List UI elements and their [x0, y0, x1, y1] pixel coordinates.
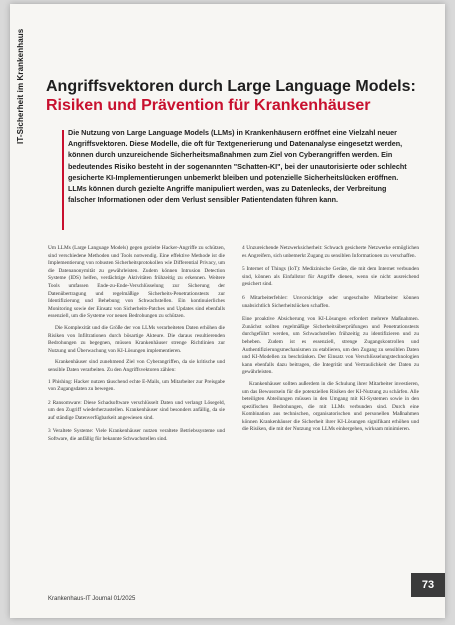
list-item: 2 Ransomware: Diese Schadsoftware verschlüsselt Daten und verlangt Lösegeld, um den Zugriff wiederherzustellen. Krankenhäuser sind besonders anfällig, da sie auf ständige Datenverfügbarkeit angewiesen sind.: [48, 399, 225, 421]
article-title: Angriffsvektoren durch Large Language Models:: [46, 78, 416, 95]
magazine-page: [10, 4, 445, 618]
article-abstract: Die Nutzung von Large Language Models (LLMs) in Krankenhäusern eröffnet eine Vielzahl neuer Angriffsvektoren. Diese Modelle, die oft für Textgenerierung und Datenanalyse eingesetzt werden, können durch unzureichende Sicherheitsmaßnahmen zum Ziel von Cyberangriffen werden. Ein bedeutendes Risiko besteht in der sogenannten "Schatten-KI", bei der unautorisierte oder schlecht gesicherte KI-Implementierungen unbemerkt bleiben und potenzielle Sicherheitslücken eröffnen. LLMs können durch gezielte Angriffe manipuliert werden, was zu Datenlecks, der Verbreitung falscher Informationen oder dem Verlust sensibler Patientendaten führen kann.: [68, 128, 407, 205]
page-number: 73: [411, 573, 445, 597]
list-item: 1 Phishing: Hacker nutzen täuschend echte E-Mails, um Mitarbeiter zur Preisgabe von Zugangsdaten zu bewegen.: [48, 378, 225, 393]
section-label: IT-Sicherheit im Krankenhaus: [16, 28, 25, 144]
list-item: 3 Veraltete Systeme: Viele Krankenhäuser nutzen veraltete Betriebssysteme und Software, die anfällig für bekannte Schwachstellen sind.: [48, 428, 225, 443]
paragraph: Die Komplexität und die Größe der von LLMs verarbeiteten Daten erhöhen die Risiken von Infiltrationen durch bösartige Akteure. Die daraus resultierenden Bedrohungen zu begegnen, müssen Krankenhäuser strenge Richtlinien zur Nutzung und Überwachung von KI-Lösungen implementieren.: [48, 324, 225, 354]
list-item: 4 Unzureichende Netzwerksicherheit: Schwach gesicherte Netzwerke ermöglichen es Angreifern, sich unbemerkt Zugang zu sensiblen Informationen zu verschaffen.: [242, 245, 419, 259]
paragraph: Krankenhäuser sollten außerdem in die Schulung ihrer Mitarbeiter investieren, um das Bewusstsein für die potenziellen Risiken der KI-Nutzung zu schärfen. Alle beteiligten Abteilungen müssen in den Umgang mit KI-Systemen sowie in den spezifischen Bedrohungen, die mit LLMs verbunden sind. Durch eine Kombination aus technischen, organisatorischen und personellen Maßnahmen können Krankenhäuser die Sicherheit ihrer KI-Lösungen signifikant erhöhen und die Risiken, die mit der Nutzung von LLMs einhergehen, wirksam minimieren.: [242, 380, 419, 433]
list-item: 6 Mitarbeiterfehler: Unvorsichtige oder ungeschulte Mitarbeiter können unabsichtlich Sicherheitslücken schaffen.: [242, 294, 419, 309]
footer-journal: Krankenhaus-IT Journal 01/2025: [48, 596, 136, 602]
article-subtitle: Risiken und Prävention für Krankenhäuser: [46, 97, 371, 114]
right-text-column: [242, 245, 419, 438]
paragraph: Um LLMs (Large Language Models) gegen gezielte Hacker-Angriffe zu schützen, sind verschiedene Methoden und Tools notwendig. Eine effektive Methode ist die Implementierung von robusten Sicherheitsprotokollen wie Differential Privacy, um die Datenanonymität zu gewährleisten. Zudem können Intrusion Detection Systeme (IDS) helfen, verdächtige Aktivitäten frühzeitig zu erkennen. Weitere Tools umfassen Ende-zu-Ende-Verschlüsselung zur Sicherung der Datenübertragung und regelmäßige Sicherheits-Penetrationstests zur Identifizierung und Behebung von Schwachstellen. Ein kontinuierliches Monitoring sowie der Einsatz von Sicherheits-Patches und Updates sind ebenfalls essenziell, um die Systeme vor neuen Bedrohungen zu schützen.: [48, 245, 225, 320]
list-item: 5 Internet of Things (IoT): Medizinische Geräte, die mit dem Internet verbunden sind, können als Einfallstor für Angriffe dienen, wenn sie nicht ausreichend gesichert sind.: [242, 266, 419, 288]
paragraph: Krankenhäuser sind zunehmend Ziel von Cyberangriffen, da sie kritische und sensible Daten verarbeiten. Zu den Angriffsvektoren zählen:: [48, 359, 225, 373]
paragraph: Eine proaktive Absicherung von KI-Lösungen erfordert mehrere Maßnahmen. Zunächst sollten regelmäßige Sicherheitsüberprüfungen und Penetrationstests durchgeführt werden, um Schwachstellen frühzeitig zu identifizieren und zu beheben. Zudem ist es essenziell, strenge Zugangskontrollen und Authentifizierungsmechanismen zu etablieren, um den Zugang zu sensiblen Daten und KI-Modellen zu beschränken. Der Einsatz von Verschlüsselungstechnologien kann ebenfalls dazu beitragen, die Integrität und Vertraulichkeit der Daten zu gewährleisten.: [242, 316, 419, 376]
abstract-accent-bar: [62, 130, 64, 230]
left-text-column: [48, 245, 225, 448]
